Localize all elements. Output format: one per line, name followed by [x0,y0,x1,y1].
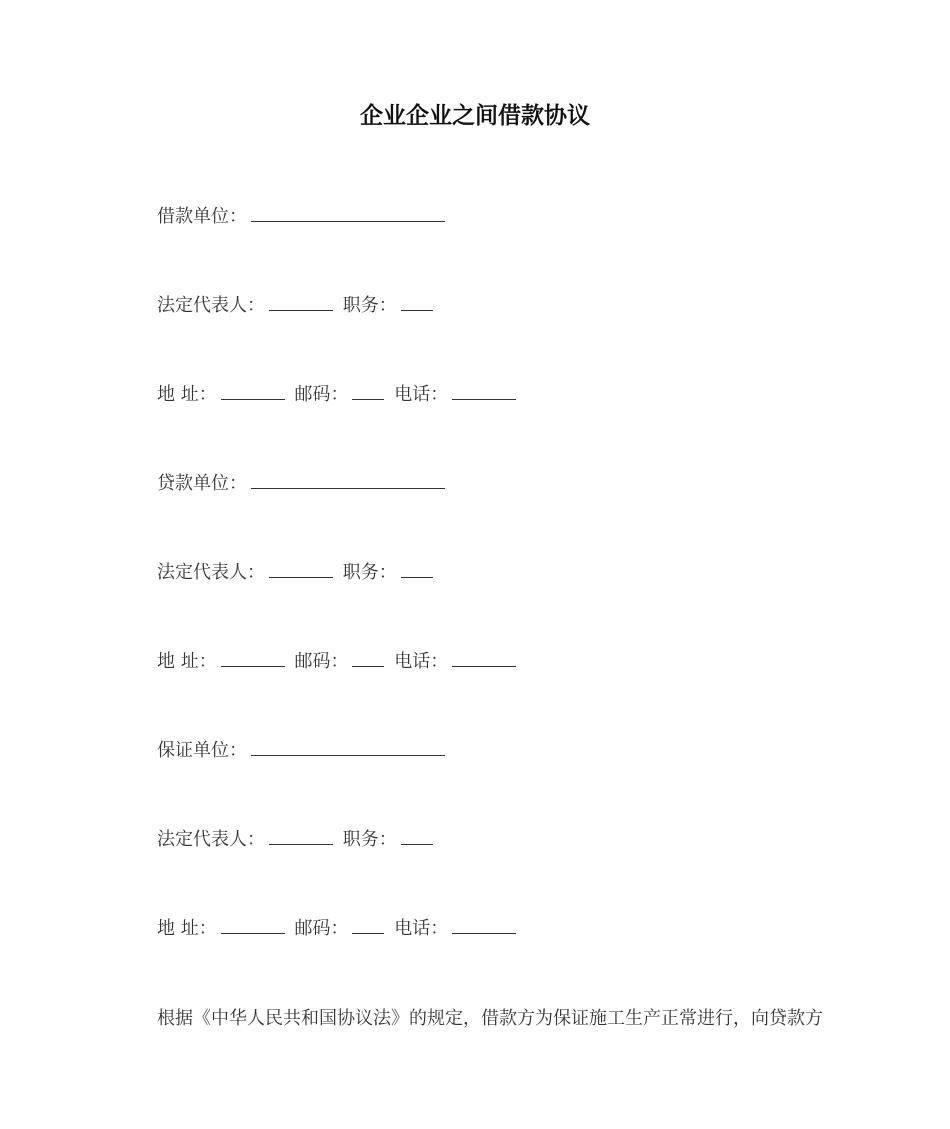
borrower-zip-blank [352,383,384,400]
guarantor-position-blank [401,828,433,845]
lender-position-blank [401,561,433,578]
lender-phone-blank [452,650,516,667]
lender-phone-label: 电话： [394,651,449,672]
guarantor-unit-label: 保证单位： [157,740,247,761]
borrower-unit-label: 借款单位： [157,206,247,227]
borrower-rep-label: 法定代表人： [157,295,265,316]
guarantor-phone-label: 电话： [394,918,449,939]
borrower-rep-line [157,294,437,318]
lender-rep-line [157,561,437,585]
borrower-zip-label: 邮码： [294,384,349,405]
document-title: 企业企业之间借款协议 [360,103,590,129]
guarantor-address-line [157,917,520,941]
guarantor-zip-label: 邮码： [294,918,349,939]
borrower-position-label: 职务： [342,295,397,316]
lender-address-blank [221,650,285,667]
guarantor-address-label: 地 址： [157,918,217,939]
guarantor-rep-line [157,828,437,852]
guarantor-address-blank [221,917,285,934]
lender-rep-blank [269,561,333,578]
borrower-address-blank [221,383,285,400]
guarantor-zip-blank [352,917,384,934]
lender-zip-blank [352,650,384,667]
guarantor-rep-blank [269,828,333,845]
borrower-unit-blank [251,205,445,222]
guarantor-position-label: 职务： [342,829,397,850]
borrower-unit-line [157,205,449,229]
borrower-phone-blank [452,383,516,400]
lender-position-label: 职务： [342,562,397,583]
borrower-position-blank [401,294,433,311]
guarantor-rep-label: 法定代表人： [157,829,265,850]
body-paragraph: 根据《中华人民共和国协议法》的规定，借款方为保证施工生产正常进行，向贷款方 [157,1008,823,1029]
lender-unit-line [157,472,449,496]
borrower-address-line [157,383,520,407]
borrower-phone-label: 电话： [394,384,449,405]
borrower-rep-blank [269,294,333,311]
guarantor-phone-blank [452,917,516,934]
lender-zip-label: 邮码： [294,651,349,672]
lender-address-label: 地 址： [157,651,217,672]
lender-rep-label: 法定代表人： [157,562,265,583]
lender-unit-label: 贷款单位： [157,473,247,494]
guarantor-unit-blank [251,739,445,756]
lender-address-line [157,650,520,674]
borrower-address-label: 地 址： [157,384,217,405]
guarantor-unit-line [157,739,449,763]
lender-unit-blank [251,472,445,489]
